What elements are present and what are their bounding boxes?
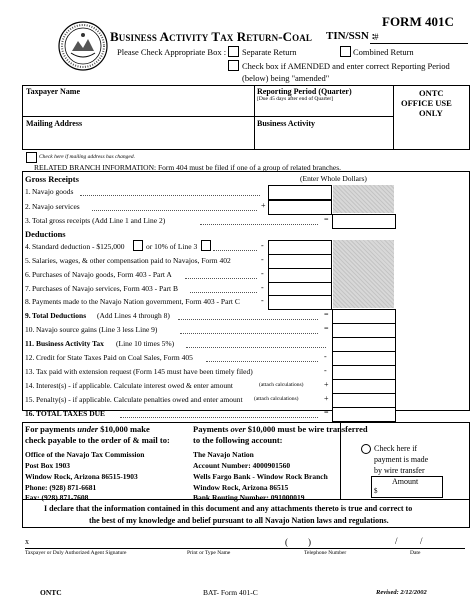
line-16-op: = bbox=[324, 408, 329, 417]
navajo-nation-seal bbox=[58, 21, 108, 71]
amended-label-line1: Check box if AMENDED and enter correct Reporting Period bbox=[242, 61, 450, 71]
line-15-note: (attach calculations) bbox=[254, 396, 299, 402]
line-14-amount[interactable] bbox=[332, 379, 396, 394]
footer-left: ONTC bbox=[40, 588, 62, 597]
form-title: Business Activity Tax Return-Coal bbox=[110, 29, 312, 44]
ontc-address-line3: Window Rock, Arizona 86515-1903 bbox=[25, 472, 138, 481]
line-5-amount[interactable] bbox=[268, 254, 332, 269]
bank-routing-number: Bank Routing Number: 091000019 bbox=[193, 493, 305, 502]
seal-icon bbox=[58, 21, 108, 71]
declaration-line2: the best of my knowledge and belief pursuant to all Navajo Nation laws and regulations. bbox=[89, 516, 389, 525]
footer-right: Revised: 2/12/2002 bbox=[376, 589, 427, 596]
check-box-prompt: Please Check Appropriate Box : bbox=[117, 47, 227, 57]
deductions-shaded-column bbox=[333, 240, 394, 308]
line-4-standard-checkbox[interactable] bbox=[133, 240, 143, 251]
under-payments-line2: check payable to the order of & mail to: bbox=[25, 435, 170, 445]
line-14-op: + bbox=[324, 380, 329, 389]
receipts-shaded-column bbox=[333, 185, 394, 213]
date-label: Date bbox=[410, 550, 421, 556]
ontc-phone: Phone: (928) 871-6681 bbox=[25, 483, 97, 492]
line-9-leader bbox=[178, 319, 318, 320]
line-11-text: Business Activity Tax bbox=[36, 339, 104, 348]
phone-close-paren: ) bbox=[308, 537, 311, 547]
telephone-label: Telephone Number bbox=[304, 550, 347, 556]
combined-return-checkbox[interactable] bbox=[340, 46, 351, 57]
line-5-num: 5. bbox=[25, 256, 31, 265]
over-payments-text-a: Payments bbox=[193, 424, 229, 434]
line-11-num: 11. bbox=[25, 339, 34, 348]
line-6-text: Purchases of Navajo goods, Form 403 - Part A bbox=[32, 270, 172, 279]
line-11-note: (Line 10 times 5%) bbox=[116, 339, 175, 348]
line-1-leader bbox=[80, 195, 260, 196]
line-12-leader bbox=[206, 361, 318, 362]
tin-label: TIN/SSN : bbox=[326, 30, 376, 42]
signature-label: Taxpayer or Duly Authorized Agent Signature bbox=[25, 550, 127, 556]
taxpayer-name-field[interactable] bbox=[24, 97, 252, 115]
line-6-leader bbox=[185, 278, 257, 279]
address-changed-checkbox[interactable] bbox=[26, 152, 37, 163]
line-4-leader bbox=[213, 250, 257, 251]
reporting-period-field[interactable] bbox=[256, 104, 391, 115]
bank-line1: The Navajo Nation bbox=[193, 450, 254, 459]
only-label: ONLY bbox=[419, 108, 443, 118]
ontc-label: ONTC bbox=[419, 88, 444, 98]
line-10-text: Navajo source gains (Line 3 less Line 9) bbox=[36, 325, 158, 334]
under-payments-line1 bbox=[25, 425, 150, 434]
line-11-amount[interactable] bbox=[332, 337, 396, 352]
line-14-note: (attach calculations) bbox=[259, 382, 304, 388]
line-1-text: Navajo goods bbox=[32, 187, 74, 196]
mailing-address-field[interactable] bbox=[24, 129, 252, 148]
line-15-text: Penalty(s) - if applicable. Calculate penalties owed and enter amount bbox=[36, 395, 243, 404]
line-7-op: - bbox=[261, 283, 264, 292]
wire-transfer-radio[interactable] bbox=[361, 444, 371, 454]
line-8-amount[interactable] bbox=[268, 295, 332, 310]
line-4-amount[interactable] bbox=[268, 240, 332, 255]
wire-check-line2: payment is made bbox=[374, 455, 429, 464]
combined-return-label: Combined Return bbox=[353, 47, 414, 57]
line-9-note: (Add Lines 4 through 8) bbox=[97, 311, 170, 320]
line-8-num: 8. bbox=[25, 297, 31, 306]
line-3-leader bbox=[200, 224, 318, 225]
declaration-line1: I declare that the information contained in this document and any attachments thereto is true and correct to bbox=[44, 504, 413, 513]
line-15-op: + bbox=[324, 394, 329, 403]
line-7-num: 7. bbox=[25, 284, 31, 293]
line-6-amount[interactable] bbox=[268, 268, 332, 283]
line-11-leader bbox=[186, 347, 326, 348]
form-number: FORM 401C bbox=[382, 14, 454, 29]
under-payments-text-c: $10,000 make bbox=[100, 424, 150, 434]
line-3-num: 3. bbox=[25, 216, 31, 225]
line-6-op: - bbox=[261, 269, 264, 278]
line-4-op: - bbox=[261, 241, 264, 250]
line-14-num: 14. bbox=[25, 381, 35, 390]
line-15-amount[interactable] bbox=[332, 393, 396, 408]
over-payments-text-b: over bbox=[230, 424, 246, 434]
gross-receipts-heading: Gross Receipts bbox=[25, 174, 79, 184]
under-payments-text-b: under bbox=[77, 424, 99, 434]
under-payments-text-a: For payments bbox=[25, 424, 76, 434]
line-4-num: 4. bbox=[25, 242, 31, 251]
bank-branch: Wells Fargo Bank - Window Rock Branch bbox=[193, 472, 328, 481]
wire-check-line3: by wire transfer bbox=[374, 466, 425, 475]
line-13-op: - bbox=[324, 366, 327, 375]
phone-open-paren: ( bbox=[285, 537, 288, 547]
line-6-num: 6. bbox=[25, 270, 31, 279]
line-7-text: Purchases of Navajo services, Form 403 - Part B bbox=[32, 284, 179, 293]
whole-dollars-note: (Enter Whole Dollars) bbox=[300, 174, 367, 183]
line-2-leader bbox=[92, 210, 257, 211]
date-slashes: / / bbox=[395, 536, 423, 546]
line-10-leader bbox=[180, 333, 318, 334]
business-activity-field[interactable] bbox=[256, 129, 391, 148]
reporting-period-label: Reporting Period (Quarter) bbox=[257, 87, 352, 96]
wire-amount-dollar[interactable]: $ bbox=[374, 487, 378, 495]
line-12-amount[interactable] bbox=[332, 351, 396, 366]
line-1-num: 1. bbox=[25, 187, 31, 196]
amended-label-line2: (below) being "amended" bbox=[242, 73, 330, 83]
ontc-fax: Fax: (928) 871-7608 bbox=[25, 493, 89, 502]
amended-checkbox[interactable] bbox=[228, 60, 239, 71]
line-2-amount[interactable] bbox=[268, 200, 332, 215]
line-14-text: Interest(s) - if applicable. Calculate interest owed & enter amount bbox=[36, 381, 234, 390]
line-15-num: 15. bbox=[25, 395, 35, 404]
line-3-op: = bbox=[324, 215, 329, 224]
separate-return-label: Separate Return bbox=[242, 47, 297, 57]
line-10-amount[interactable] bbox=[332, 323, 396, 338]
info-divider-2 bbox=[393, 85, 394, 150]
separate-return-checkbox[interactable] bbox=[228, 46, 239, 57]
taxpayer-name-label: Taxpayer Name bbox=[26, 87, 80, 96]
info-divider-1 bbox=[254, 85, 255, 150]
line-5-text: Salaries, wages, & other compensation paid to Navajos, Form 402 bbox=[32, 256, 231, 265]
tin-value[interactable]: # bbox=[374, 32, 379, 42]
footer-center: BAT- Form 401-C bbox=[203, 588, 258, 597]
signature-x: x bbox=[25, 537, 29, 546]
line-13-amount[interactable] bbox=[332, 365, 396, 380]
line-3-amount[interactable] bbox=[332, 214, 396, 229]
line-13-num: 13. bbox=[25, 367, 35, 376]
line-2-op: + bbox=[261, 201, 266, 210]
print-name-label: Print or Type Name bbox=[187, 550, 231, 556]
ontc-address-line1: Office of the Navajo Tax Commission bbox=[25, 450, 145, 459]
over-payments-line1 bbox=[193, 425, 368, 434]
reporting-period-note: [Due 45 days after end of Quarter] bbox=[257, 96, 334, 102]
line-12-op: - bbox=[324, 352, 327, 361]
line-16-amount[interactable] bbox=[332, 407, 396, 422]
line-7-leader bbox=[190, 292, 257, 293]
line-4-text-b: or 10% of Line 3 bbox=[146, 242, 198, 251]
business-activity-label: Business Activity bbox=[257, 119, 316, 128]
line-1-amount[interactable] bbox=[268, 185, 332, 200]
line-12-text: Credit for State Taxes Paid on Coal Sales, Form 405 bbox=[36, 353, 193, 362]
line-16-text: TOTAL TAXES DUE bbox=[36, 409, 106, 418]
deductions-heading: Deductions bbox=[25, 229, 66, 239]
wire-check-line1: Check here if bbox=[374, 444, 418, 453]
line-16-num: 16. bbox=[25, 409, 35, 418]
line-2-text: Navajo services bbox=[32, 202, 80, 211]
line-5-op: - bbox=[261, 255, 264, 264]
line-9-amount[interactable] bbox=[332, 309, 396, 324]
bank-city: Window Rock, Arizona 86515 bbox=[193, 483, 289, 492]
mailing-address-label: Mailing Address bbox=[26, 119, 83, 128]
info-divider-h bbox=[22, 116, 393, 117]
line-8-text: Payments made to the Navajo Nation government, Form 403 - Part C bbox=[32, 297, 240, 306]
line-2-num: 2. bbox=[25, 202, 31, 211]
bank-account-number: Account Number: 4000901560 bbox=[193, 461, 291, 470]
line-9-op: = bbox=[324, 310, 329, 319]
ontc-address-line2: Post Box 1903 bbox=[25, 461, 70, 470]
over-payments-text-c: $10,000 must be wire transferred bbox=[247, 424, 368, 434]
line-8-op: - bbox=[261, 296, 264, 305]
line-9-num: 9. bbox=[25, 311, 31, 320]
line-10-op: = bbox=[324, 324, 329, 333]
line-4-text-a: Standard deduction - $125,000 bbox=[32, 242, 125, 251]
line-16-leader bbox=[120, 417, 318, 418]
tin-underline bbox=[370, 43, 468, 44]
line-10-num: 10. bbox=[25, 325, 35, 334]
line-4-percent-checkbox[interactable] bbox=[201, 240, 211, 251]
signature-line[interactable] bbox=[25, 548, 465, 549]
line-12-num: 12. bbox=[25, 353, 35, 362]
related-branch-note: RELATED BRANCH INFORMATION: Form 404 must be filed if one of a group of related branches. bbox=[34, 163, 342, 172]
over-payments-line2: to the following account: bbox=[193, 435, 283, 445]
line-9-text: Total Deductions bbox=[32, 311, 87, 320]
wire-amount-label: Amount bbox=[392, 477, 419, 486]
office-use-label: OFFICE USE bbox=[401, 98, 452, 108]
address-changed-note: Check here if mailing address has changed. bbox=[39, 154, 135, 160]
line-3-text: Total gross receipts (Add Line 1 and Line 2) bbox=[32, 216, 166, 225]
line-13-text: Tax paid with extension request (Form 145 must have been timely filed) bbox=[36, 367, 253, 376]
